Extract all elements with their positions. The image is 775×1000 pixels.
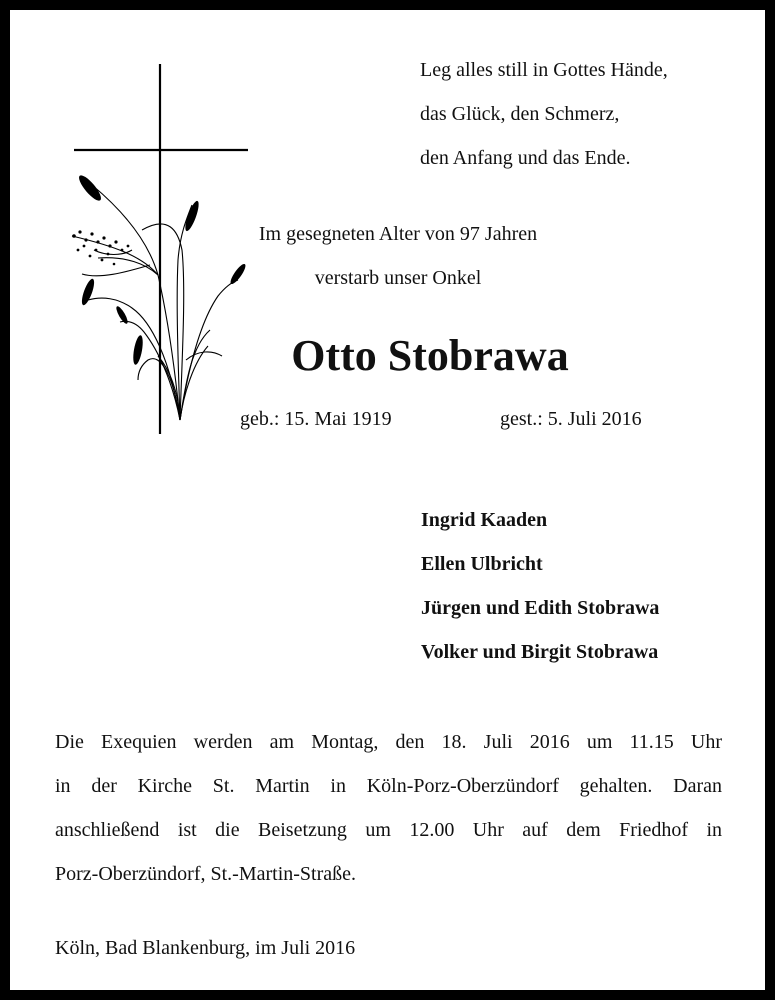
death-date: gest.: 5. Juli 2016: [500, 408, 642, 430]
mourner-name: Jürgen und Edith Stobrawa: [421, 597, 660, 619]
mourner-name: Ellen Ulbricht: [421, 553, 543, 575]
intro-line: verstarb unser Onkel: [314, 267, 482, 289]
funeral-line: Porz-Oberzündorf, St.-Martin-Straße.: [55, 863, 357, 885]
place-and-date: Köln, Bad Blankenburg, im Juli 2016: [55, 937, 356, 959]
funeral-line: anschließend ist die Beisetzung um 12.00 Uhr auf dem Friedhof in: [55, 819, 722, 841]
verse-line: Leg alles still in Gottes Hände,: [420, 59, 668, 81]
mourner-name: Ingrid Kaaden: [421, 509, 548, 531]
verse-line: den Anfang und das Ende.: [420, 147, 631, 169]
funeral-line: Die Exequien werden am Montag, den 18. Juli 2016 um 11.15 Uhr: [55, 731, 722, 753]
intro-text: [188, 212, 608, 300]
intro-line: Im gesegneten Alter von 97 Jahren: [258, 223, 538, 245]
mourner-name: Volker und Birgit Stobrawa: [421, 641, 659, 663]
funeral-line: in der Kirche St. Martin in Köln-Porz-Oberzündorf gehalten. Daran: [55, 775, 722, 797]
birth-date: geb.: 15. Mai 1919: [240, 408, 392, 430]
verse: [420, 48, 668, 180]
deceased-name: Otto Stobrawa: [291, 331, 569, 380]
mourners-list: [421, 498, 659, 674]
verse-line: das Glück, den Schmerz,: [420, 103, 620, 125]
funeral-details: [55, 720, 722, 896]
